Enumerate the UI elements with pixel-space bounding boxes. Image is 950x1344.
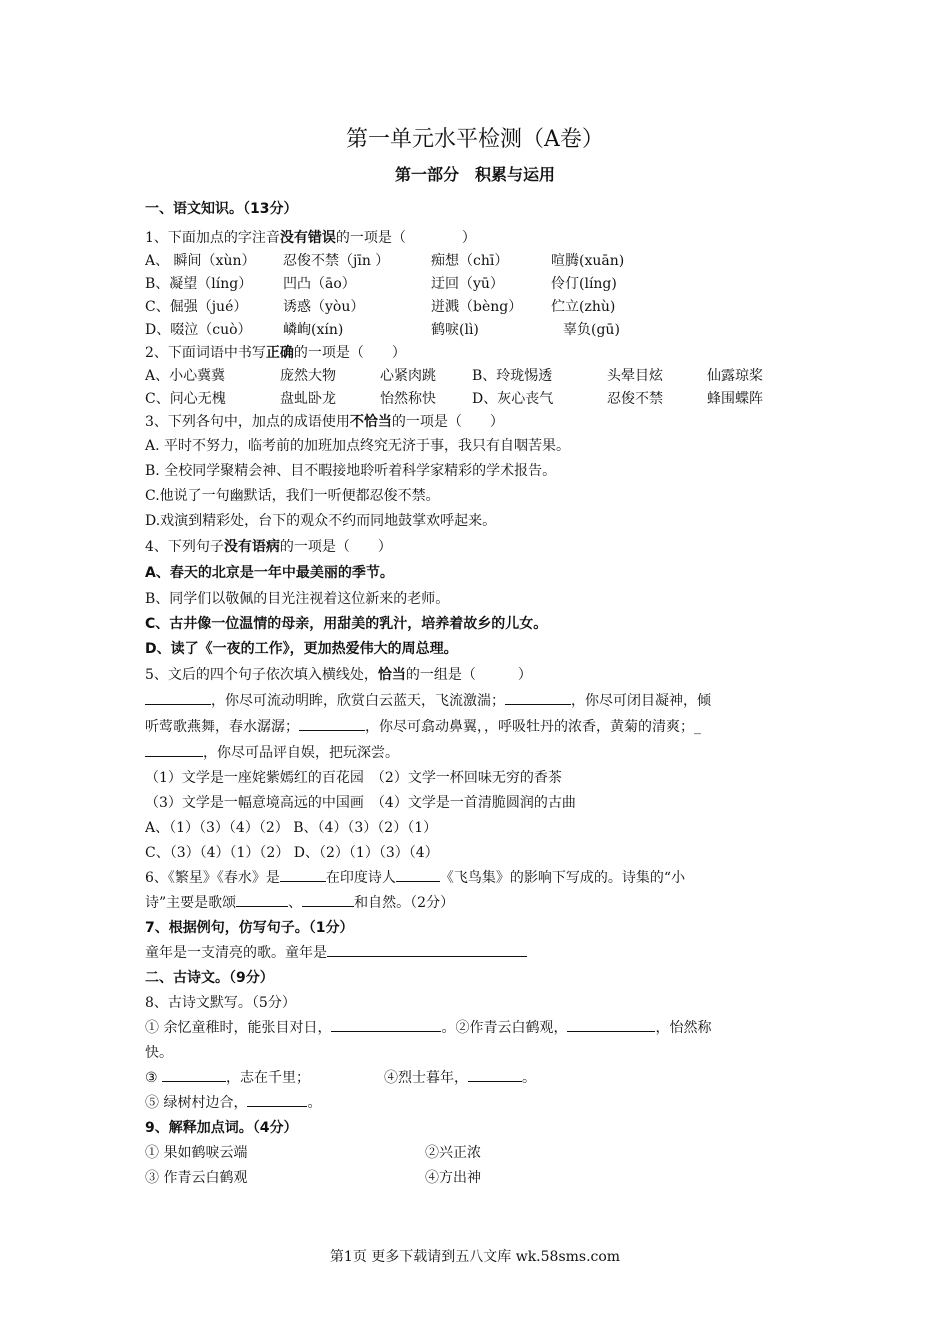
exam-content [145,198,810,1191]
blank[interactable] [236,892,288,907]
question-2-row-2: C、问心无槐 盘虬卧龙 怡然称快 D、灰心丧气 忍俊不禁 蜂围蝶阵 [145,391,763,407]
blank[interactable] [162,1067,226,1082]
question-5-stem: 5、文后的四个句子依次填入横线处，恰当的一组是（ ） [145,667,532,683]
question-9-stem: 9、解释加点词。（4分） [145,1120,298,1136]
question-8-line-2: 快。 [145,1045,173,1061]
blank[interactable] [331,1017,441,1032]
question-5-passage-line-1: ，你尽可流动明眸，欣赏白云蓝天，飞流激湍； ，你尽可闭目凝神，倾 [145,688,810,714]
question-5-sentences-2: （3）文学是一幅意境高远的中国画 （4）文学是一首清脆圆润的古曲 [145,795,576,811]
section-heading-1: 一、语文知识。（13分） [145,201,298,217]
question-8-line-3: ③ ，志在千里； ④烈士暮年， 。 [145,1066,810,1091]
blank[interactable] [299,716,365,731]
blank[interactable] [567,1017,655,1032]
question-2-stem: 2、下面词语中书写正确的一项是（ ） [145,345,406,361]
blank[interactable] [505,690,571,705]
blank[interactable] [280,867,326,882]
question-1-row-a: A、 瞬间（xùn） 忍俊不禁（jīn ） 痴想（chī） 喧腾(xuān) [145,253,625,269]
question-5-passage-line-3: ，你尽可品评自娱，把玩深尝。 [145,740,810,766]
question-4-option-d: D、读了《一夜的工作》，更加热爱伟大的周总理。 [145,641,458,657]
question-3-stem: 3、下列各句中，加点的成语使用不恰当的一项是（ ） [145,414,504,430]
question-6-line-2: 诗”主要是歌颂 、 和自然。（2分） [145,891,810,916]
question-3-option-a: A. 平时不努力，临考前的加班加点终究无济于事，我只有自咽苦果。 [145,438,571,454]
question-1-row-c: C、倔强（jué） 诱惑（yòu） 迸溅（bèng） 伫立(zhù) [145,299,616,315]
question-6-line-1: 6、《繁星》《春水》是 在印度诗人 《飞鸟集》的影响下写成的。诗集的“小 [145,866,810,891]
question-4-option-b: B、同学们以敬佩的目光注视着这位新来的老师。 [145,591,450,607]
question-7-stem: 7、根据例句，仿写句子。（1分） [145,920,354,936]
blank[interactable] [145,742,203,757]
blank[interactable] [302,892,354,907]
question-5-passage-line-2: 听莺歌燕舞，春水潺潺； ，你尽可翕动鼻翼，，呼吸牡丹的浓香，黄菊的清爽；_ [145,714,810,740]
section-subtitle: 第一部分 积累与运用 [394,165,555,184]
section-heading-2: 二、古诗文。（9分） [145,970,274,986]
question-1-row-d: D、啜泣（cuò） 嶙峋(xín) 鹤唳(lì) 辜负(gū) [145,322,620,338]
blank[interactable] [468,1067,522,1082]
question-1-stem: 1、下面加点的字注音没有错误的一项是（ ） [145,230,476,246]
question-8-line-4: ⑤ 绿树村边合， 。 [145,1091,810,1116]
question-5-options-1: A、（1）（3）（4）（2） B、（4）（3）（2）（1） [145,820,438,836]
question-8-stem: 8、古诗文默写。（5分） [145,995,296,1011]
question-3-option-c: C.他说了一句幽默话，我们一听便都忍俊不禁。 [145,488,440,504]
question-9-row-2: ③ 作青云白鹤观 ④方出神 [145,1170,481,1186]
question-3-option-b: B. 全校同学聚精会神、目不暇接地聆听着科学家精彩的学术报告。 [145,463,557,479]
page-title: 第一单元水平检测（A卷） [346,127,604,152]
question-7-example: 童年是一支清亮的歌。童年是 [145,941,810,966]
page-footer: 第1页 更多下载请到五八文库 wk.58sms.com [329,1249,621,1265]
question-2-row-1: A、小心冀冀 庞然大物 心紧肉跳 B、玲珑惕透 头晕目炫 仙露琼桨 [145,368,763,384]
question-3-option-d: D.戏演到精彩处，台下的观众不约而同地鼓掌欢呼起来。 [145,513,497,529]
question-4-stem: 4、下列句子没有语病的一项是（ ） [145,539,392,555]
question-8-line-1: ① 余忆童稚时，能张目对日， 。②作青云白鹤观， ，怡然称 [145,1016,810,1041]
question-5-options-2: C、（3）（4）（1）（2） D、（2）（1）（3）（4） [145,845,439,861]
blank[interactable] [145,690,211,705]
blank[interactable] [396,867,440,882]
question-5-sentences-1: （1）文学是一座姹紫嫣红的百花园 （2）文学一杯回味无穷的香茶 [145,770,562,786]
question-1-row-b: B、凝望（líng） 凹凸（āo） 迂回（yū） 伶仃(líng) [145,276,617,292]
question-4-option-a: A、春天的北京是一年中最美丽的季节。 [145,565,394,581]
answer-blank[interactable] [327,942,527,957]
blank[interactable] [247,1092,307,1107]
question-4-option-c: C、古井像一位温情的母亲，用甜美的乳汁，培养着故乡的儿女。 [145,616,548,632]
question-9-row-1: ① 果如鹤唳云端 ②兴正浓 [145,1145,481,1161]
